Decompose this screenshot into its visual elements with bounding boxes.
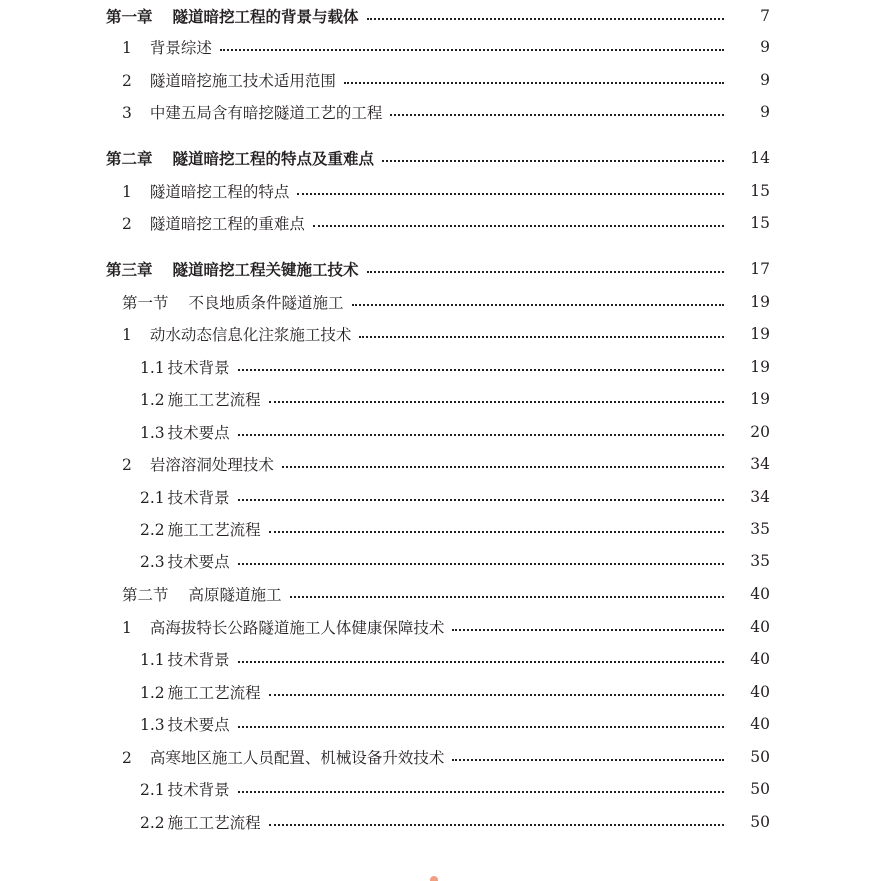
dot-leader xyxy=(382,160,724,162)
toc-subitem-entry[interactable] xyxy=(0,517,888,541)
toc-section-entry[interactable] xyxy=(0,290,888,314)
entry-label: 1.1 技术背景 xyxy=(140,359,230,377)
toc-subitem-entry[interactable] xyxy=(0,355,888,379)
page-number: 35 xyxy=(750,520,770,538)
page-number: 9 xyxy=(760,71,770,89)
page-number: 34 xyxy=(750,488,770,506)
entry-label: 2.2 施工工艺流程 xyxy=(140,814,261,832)
page-number: 50 xyxy=(750,780,770,798)
dot-leader xyxy=(238,434,724,436)
dot-leader xyxy=(238,499,724,501)
toc-item-entry[interactable] xyxy=(0,745,888,769)
toc-item-entry[interactable] xyxy=(0,35,888,59)
entry-label: 第一章 隧道暗挖工程的背景与载体 xyxy=(106,7,359,26)
dot-leader xyxy=(238,369,724,371)
dot-leader xyxy=(367,18,724,20)
entry-label: 2.1 技术背景 xyxy=(140,781,230,799)
toc-item-entry[interactable] xyxy=(0,211,888,235)
entry-label: 1.3 技术要点 xyxy=(140,716,230,734)
toc-chapter-entry[interactable] xyxy=(0,4,888,28)
toc-section-entry[interactable] xyxy=(0,582,888,606)
toc-subitem-entry[interactable] xyxy=(0,680,888,704)
page-number: 19 xyxy=(750,325,770,343)
toc-item-entry[interactable] xyxy=(0,68,888,92)
entry-label: 2 岩溶溶洞处理技术 xyxy=(122,456,274,474)
entry-label: 1 隧道暗挖工程的特点 xyxy=(122,183,290,201)
page-number: 19 xyxy=(750,358,770,376)
page-number: 15 xyxy=(750,182,770,200)
entry-label: 1.2 施工工艺流程 xyxy=(140,684,261,702)
toc-chapter-entry[interactable] xyxy=(0,146,888,170)
dot-leader xyxy=(390,114,724,116)
page-number: 40 xyxy=(750,585,770,603)
entry-label: 2.3 技术要点 xyxy=(140,553,230,571)
dot-leader xyxy=(344,82,724,84)
entry-label: 2.2 施工工艺流程 xyxy=(140,521,261,539)
page-number: 19 xyxy=(750,293,770,311)
page-number: 40 xyxy=(750,650,770,668)
page-number: 40 xyxy=(750,683,770,701)
scan-mark xyxy=(430,876,438,881)
entry-label: 1.2 施工工艺流程 xyxy=(140,391,261,409)
dot-leader xyxy=(452,759,724,761)
entry-label: 2 隧道暗挖施工技术适用范围 xyxy=(122,72,336,90)
dot-leader xyxy=(313,225,724,227)
entry-label: 2 高寒地区施工人员配置、机械设备升效技术 xyxy=(122,749,445,767)
entry-label: 2.1 技术背景 xyxy=(140,489,230,507)
page-number: 15 xyxy=(750,214,770,232)
page-number: 34 xyxy=(750,455,770,473)
page-number: 7 xyxy=(760,7,770,25)
entry-label: 1.1 技术背景 xyxy=(140,651,230,669)
toc-item-entry[interactable] xyxy=(0,179,888,203)
dot-leader xyxy=(238,726,724,728)
dot-leader xyxy=(220,49,724,51)
dot-leader xyxy=(238,563,724,565)
toc-item-entry[interactable] xyxy=(0,452,888,476)
page-number: 35 xyxy=(750,552,770,570)
page-number: 40 xyxy=(750,618,770,636)
dot-leader xyxy=(282,466,724,468)
dot-leader xyxy=(297,193,724,195)
entry-label: 2 隧道暗挖工程的重难点 xyxy=(122,215,305,233)
entry-label: 第二节 高原隧道施工 xyxy=(122,586,282,604)
toc-subitem-entry[interactable] xyxy=(0,549,888,573)
page-number: 17 xyxy=(750,260,770,278)
dot-leader xyxy=(290,596,724,598)
dot-leader xyxy=(352,304,724,306)
dot-leader xyxy=(359,336,724,338)
toc-subitem-entry[interactable] xyxy=(0,485,888,509)
toc-subitem-entry[interactable] xyxy=(0,712,888,736)
page-number: 50 xyxy=(750,813,770,831)
toc-item-entry[interactable] xyxy=(0,322,888,346)
entry-label: 1.3 技术要点 xyxy=(140,424,230,442)
page-number: 9 xyxy=(760,103,770,121)
page-number: 14 xyxy=(750,149,770,167)
toc-item-entry[interactable] xyxy=(0,615,888,639)
page-number: 9 xyxy=(760,38,770,56)
page-number: 50 xyxy=(750,748,770,766)
page-number: 20 xyxy=(750,423,770,441)
entry-label: 1 背景综述 xyxy=(122,39,212,57)
toc-subitem-entry[interactable] xyxy=(0,387,888,411)
page-number: 19 xyxy=(750,390,770,408)
entry-label: 3 中建五局含有暗挖隧道工艺的工程 xyxy=(122,104,383,122)
dot-leader xyxy=(238,661,724,663)
entry-label: 第三章 隧道暗挖工程关键施工技术 xyxy=(106,260,359,279)
dot-leader xyxy=(238,791,724,793)
dot-leader xyxy=(452,629,724,631)
entry-label: 1 动水动态信息化注浆施工技术 xyxy=(122,326,352,344)
toc-subitem-entry[interactable] xyxy=(0,810,888,834)
dot-leader xyxy=(269,824,724,826)
entry-label: 第一节 不良地质条件隧道施工 xyxy=(122,294,344,312)
dot-leader xyxy=(269,401,724,403)
toc-subitem-entry[interactable] xyxy=(0,420,888,444)
toc-chapter-entry[interactable] xyxy=(0,257,888,281)
toc-subitem-entry[interactable] xyxy=(0,777,888,801)
page-number: 40 xyxy=(750,715,770,733)
toc-subitem-entry[interactable] xyxy=(0,647,888,671)
entry-label: 第二章 隧道暗挖工程的特点及重难点 xyxy=(106,149,375,168)
entry-label: 1 高海拔特长公路隧道施工人体健康保障技术 xyxy=(122,619,445,637)
dot-leader xyxy=(269,531,724,533)
dot-leader xyxy=(367,271,724,273)
dot-leader xyxy=(269,694,724,696)
toc-item-entry[interactable] xyxy=(0,100,888,124)
